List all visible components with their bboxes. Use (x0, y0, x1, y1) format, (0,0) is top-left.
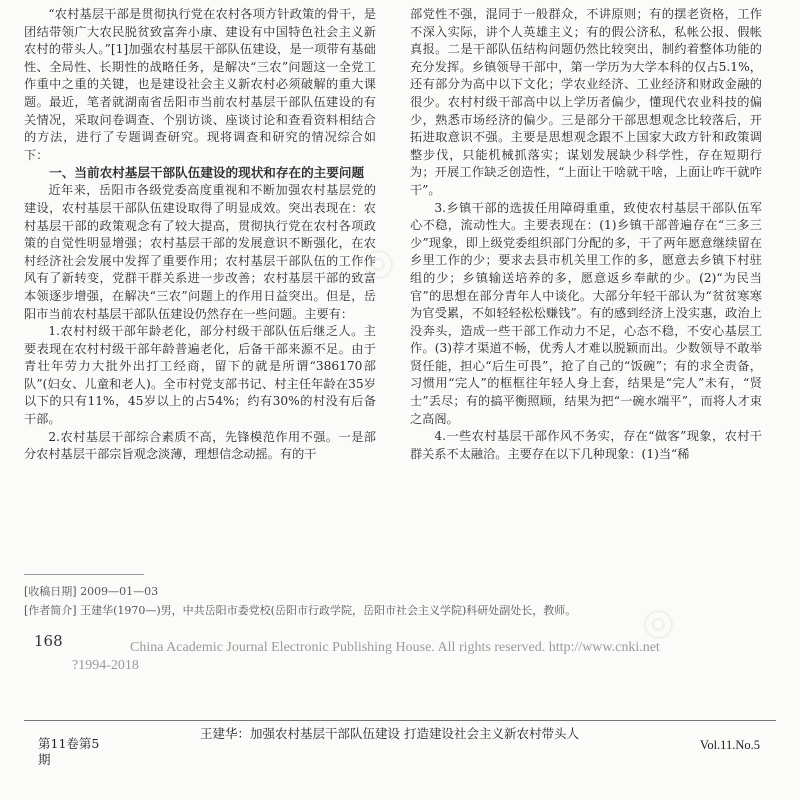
footnote-rule (24, 574, 144, 575)
running-header-rule (24, 720, 776, 721)
right-column (410, 6, 762, 568)
watermark-right: ◎ (630, 594, 683, 650)
paragraph-problem-3: 3.乡镇干部的选拔任用障碍重重，致使农村基层干部队伍军心不稳，流动性大。主要表现在：(1)乡镇干部普遍存在“三多三少”现象，即上级党委组织部门分配的多，干了两年愿意继续留在乡里工作的少；要求去县市机关里工作的多，愿意去乡镇下村驻组的少；乡镇输送培养的多，愿意返乡奉献的少。(2)“为民当官”的思想在部分青年人中谈化。大部分年轻干部认为“贫贫寒寒为官受累，不如轻轻松松赚钱”。有的感到经济上没实惠，政治上没奔头，造成一些干部工作动力不足，心态不稳，不安心基层工作。(3)荐才渠道不畅，优秀人才难以脱颖而出。少数领导不敢举贤任能，担心“后生可畏”，抢了自己的“饭碗”；有的求全责备，习惯用“完人”的框框往年轻人身上套，结果是“完人”未有，“贤士”丢尽；有的搞平衡照顾，结果为把“一碗水端平”，而将人才束之高阁。 (410, 200, 762, 426)
page-number: 168 (34, 632, 63, 650)
watermark-left: ◎ (350, 234, 403, 290)
volume-label-english: Vol.11.No.5 (699, 738, 760, 752)
received-date: [收稿日期] 2009—01—03 (24, 585, 159, 598)
paragraph-problem-2-continued: 部党性不强，混同于一般群众，不讲原则；有的摆老资格，工作不深入实际，讲个人英雄主义；有的假公济私，私帐公报、假帐真报。二是干部队伍结构问题仍然比较突出，制约着整体功能的充分发挥。乡镇领导干部中，第一学历为大学本科的仅占5.1%，还有部分为高中以下文化；学农业经济、工业经济和财政金融的很少。农村村级干部高中以上学历者偏少，懂现代农业科技的偏少，熟悉市场经济的偏少。三是部分干部思想观念比较落后，开拓进取意识不强。主要是思想观念跟不上国家大政方针和政策调整步伐，只能机械抓落实；谋划发展缺少科学性，存在短期行为；开展工作缺乏创造性，“上面让干啥就干啥，上面让咋干就咋干”。 (410, 7, 762, 197)
publisher-notice: China Academic Journal Electronic Publishing House. All rights reserved. http://www.cnki.net (130, 640, 660, 655)
copyright-years: ?1994-2018 (72, 658, 139, 673)
paragraph-intro: “农村基层干部是贯彻执行党在农村各项方针政策的骨干，是团结带领广大农民脱贫致富奔小康、建设有中国特色社会主义新农村的带头人。”[1]加强农村基层干部队伍建设，是一项带有基础性、全局性、长期性的战略任务，是解决“三农”问题这一全党工作重中之重的关键，也是建设社会主义新农村必须破解的重大课题。最近，笔者就湖南省岳阳市当前农村基层干部队伍建设的有关情况，采取问卷调查、个别访谈、座谈讨论和查看资料相结合的方法，进行了专题调查研究。现将调查和研究的情况综合如下： (24, 7, 376, 162)
paragraph-problem-1: 1.农村村级干部年龄老化，部分村级干部队伍后继乏人。主要表现在农村村级干部年龄普遍老化，后备干部来源不足。由于青壮年劳力大批外出打工经商，留下的就是所谓“386170部队”(妇女、儿童和老人)。全市村党支部书记、村主任年龄在35岁以下的只有11%，45岁以上的占54%；约有30%的村没有后备干部。 (24, 324, 376, 427)
paragraph-status: 近年来，岳阳市各级党委高度重视和不断加强农村基层党的建设，农村基层干部队伍建设取得了明显成效。突出表现在：农村基层干部的政策观念有了较大提高，贯彻执行党在农村各项政策的自觉性明显增强；农村基层干部的发展意识不断强化，在农村经济社会发展中发挥了重要作用；农村基层干部队伍的工作作风有了新转变，党群干群关系进一步改善；农村基层干部的致富本领逐步增强，在解决“三农”问题上的作用日益突出。但是，岳阳市当前农村基层干部队伍建设仍然存在一些问题。主要有： (24, 183, 376, 321)
paragraph-problem-4: 4.一些农村基层干部作风不务实，存在“做客”现象，农村干群关系不太融洽。主要存在以下几种现象：(1)当“稀 (410, 429, 762, 461)
running-title: 王建华：加强农村基层干部队伍建设 打造建设社会主义新农村带头人 (200, 726, 579, 741)
footnotes (24, 582, 776, 620)
author-bio: [作者简介] 王建华(1970—)男，中共岳阳市委党校(岳阳市行政学院，岳阳市社会主义学院)科研处副处长，教师。 (24, 604, 577, 617)
paragraph-problem-2: 2.农村基层干部综合素质不高，先锋模范作用不强。一是部分农村基层干部宗旨观念淡薄，理想信念动摇。有的干 (24, 429, 376, 462)
left-column (24, 6, 376, 568)
section-heading: 一、当前农村基层干部队伍建设的现状和存在的主要问题 (49, 165, 365, 181)
volume-label-chinese: 第11卷第5期 (38, 736, 100, 767)
